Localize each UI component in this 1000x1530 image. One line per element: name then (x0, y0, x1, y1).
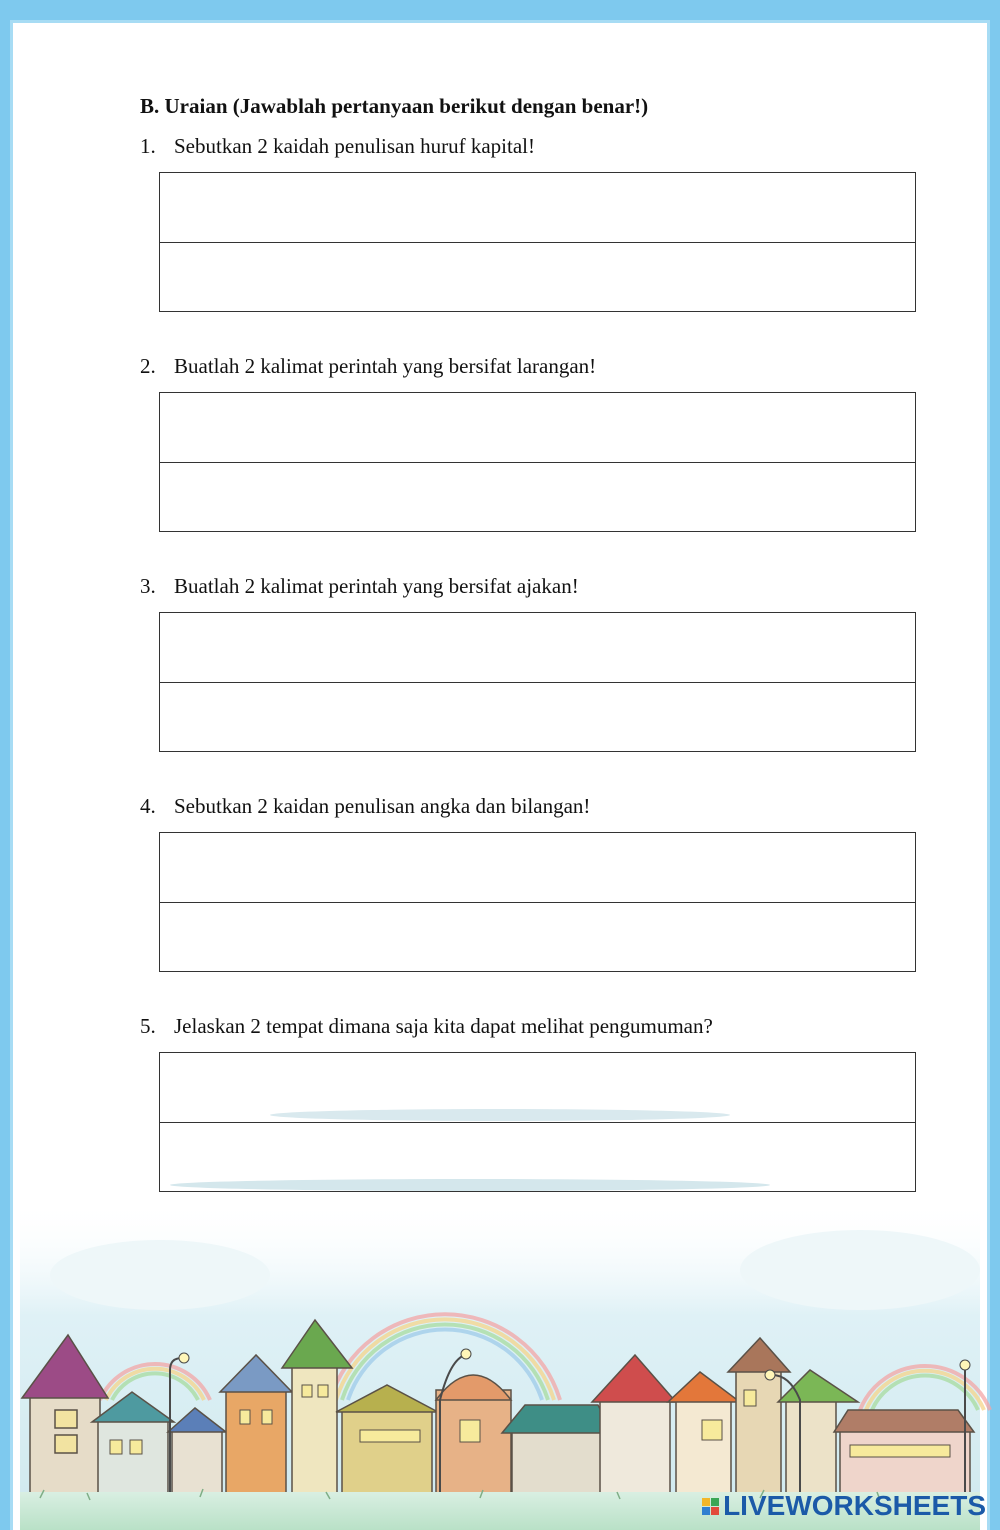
question-number: 1. (140, 134, 156, 158)
answer-field-4b[interactable] (160, 903, 915, 973)
answer-box-5 (159, 1052, 916, 1192)
section-heading: B. Uraian (Jawablah pertanyaan berikut dengan benar!) (140, 94, 649, 118)
liveworksheets-logo (702, 1490, 986, 1522)
question-4 (140, 794, 590, 819)
answer-box-3 (159, 612, 916, 752)
answer-field-1b[interactable] (160, 243, 915, 313)
question-number: 4. (140, 794, 156, 818)
answer-box-4 (159, 832, 916, 972)
answer-box-2 (159, 392, 916, 532)
answer-field-5a[interactable] (160, 1053, 915, 1123)
question-1 (140, 134, 535, 159)
answer-field-3a[interactable] (160, 613, 915, 683)
logo-text: LIVEWORKSHEETS (723, 1490, 986, 1521)
question-text: Sebutkan 2 kaidan penulisan angka dan bilangan! (174, 794, 591, 818)
answer-field-2a[interactable] (160, 393, 915, 463)
answer-field-3b[interactable] (160, 683, 915, 753)
answer-field-4a[interactable] (160, 833, 915, 903)
liveworksheets-grid-icon (702, 1498, 719, 1515)
answer-box-1 (159, 172, 916, 312)
question-number: 3. (140, 574, 156, 598)
question-5 (140, 1014, 713, 1039)
question-text: Buatlah 2 kalimat perintah yang bersifat ajakan! (174, 574, 579, 598)
question-number: 5. (140, 1014, 156, 1038)
question-3 (140, 574, 579, 599)
answer-field-2b[interactable] (160, 463, 915, 533)
question-text: Jelaskan 2 tempat dimana saja kita dapat melihat pengumuman? (174, 1014, 713, 1038)
question-text: Buatlah 2 kalimat perintah yang bersifat larangan! (174, 354, 597, 378)
question-text: Sebutkan 2 kaidah penulisan huruf kapital! (174, 134, 535, 158)
answer-field-1a[interactable] (160, 173, 915, 243)
question-2 (140, 354, 596, 379)
answer-field-5b[interactable] (160, 1123, 915, 1193)
question-number: 2. (140, 354, 156, 378)
